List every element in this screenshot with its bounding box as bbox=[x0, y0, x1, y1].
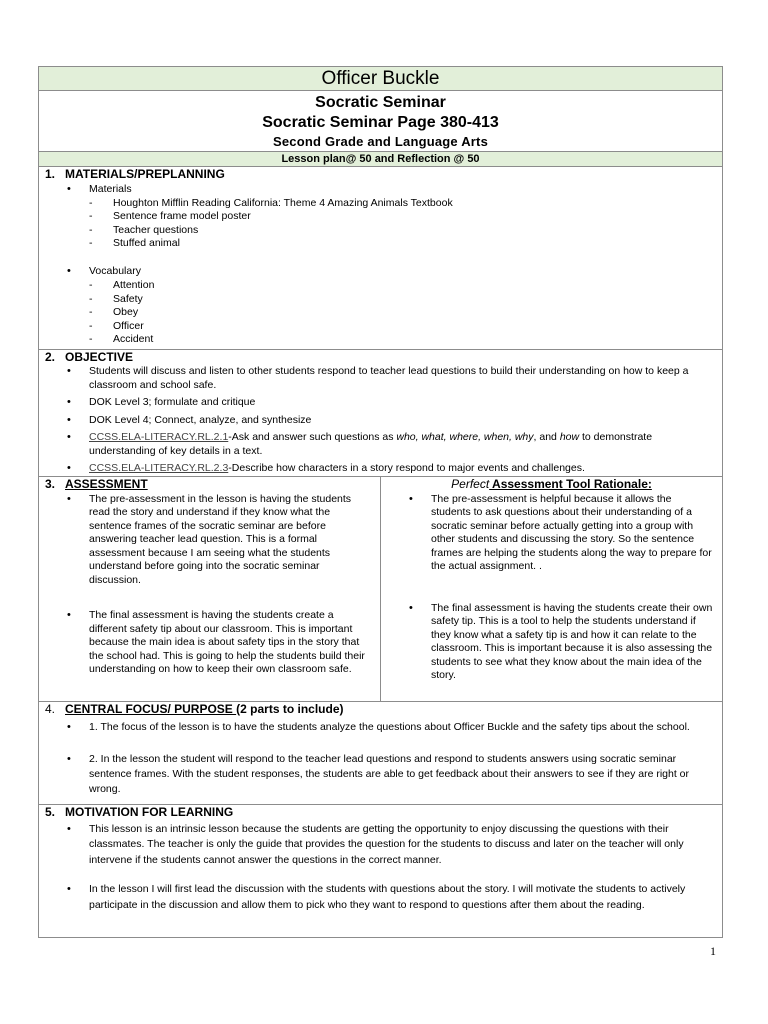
header-line-2: Socratic Seminar Page 380-413 bbox=[262, 114, 499, 131]
objective-item: • Students will discuss and listen to other students respond to teacher lead questions to build their understanding on how to keep a classroom and school safe. bbox=[39, 365, 722, 392]
page-number: 1 bbox=[710, 944, 716, 958]
title-row bbox=[39, 67, 723, 91]
motivation-section bbox=[39, 804, 723, 937]
assessment-right-column bbox=[381, 476, 723, 701]
ccss-link-rl-2-1[interactable]: CCSS.ELA-LITERACY.RL.2.1 bbox=[89, 431, 229, 443]
central-focus-item: • 1. The focus of the lesson is to have the students analyze the questions about Officer Buckle and the safety tips about the school. bbox=[39, 719, 722, 735]
list-item: - Safety bbox=[39, 293, 722, 307]
objective-section bbox=[39, 350, 723, 477]
assessment-item: • The pre-assessment in the lesson is having the students read the story and understand if they know what the sentence frames of the socratic seminar are before answering teacher lead question. This is a formal assessment because I am seeing what the students understand before going into the socratic seminar discussion. bbox=[39, 493, 380, 588]
header-line-1: Socratic Seminar bbox=[315, 94, 446, 111]
central-focus-heading: 4. CENTRAL FOCUS/ PURPOSE (2 parts to include) bbox=[45, 701, 344, 716]
lesson-row bbox=[39, 152, 723, 167]
motivation-item: • In the lesson I will first lead the discussion with the students with questions about the story. I will motivate the students to actively participate in the discussion and allow them to pick who they want to respond to questions after them about the reading. bbox=[39, 882, 722, 913]
materials-label: • Materials bbox=[39, 183, 722, 197]
materials-list bbox=[39, 197, 722, 251]
list-item: - Obey bbox=[39, 306, 722, 320]
central-focus-item: • 2. In the lesson the student will respond to the teacher lead questions and respond to students answers using socratic seminar sentence frames. With the student responses, the students are able to get feedback about their answers to see if they are right or wrong. bbox=[39, 752, 722, 797]
objective-item: • DOK Level 3; formulate and critique bbox=[39, 396, 722, 410]
assessment-heading: 3. ASSESSMENT bbox=[45, 476, 148, 491]
objective-item: • DOK Level 4; Connect, analyze, and synthesize bbox=[39, 414, 722, 428]
lesson-plan-label: Lesson plan@ 50 and Reflection @ 50 bbox=[281, 153, 480, 165]
vocabulary-label: • Vocabulary bbox=[39, 265, 722, 279]
materials-section bbox=[39, 167, 723, 350]
assessment-left-column bbox=[39, 476, 381, 701]
list-item: - Stuffed animal bbox=[39, 237, 722, 251]
list-item: - Attention bbox=[39, 279, 722, 293]
assessment-item: • The final assessment is having the students create a different safety tip about our classroom. This is important because the main idea is about safety tips in the story that the school had. This is going to help the students build their understanding on how to keep their own classroom safe. bbox=[39, 609, 380, 677]
document-title: Officer Buckle bbox=[321, 68, 440, 89]
motivation-item: • This lesson is an intrinsic lesson because the students are getting the opportunity to enjoy discussing the questions with their classmates. The teacher is only the guide that provides the question for the students to discuss and later on the teacher will only intervene if the students cannot answer the questions in the correct manner. bbox=[39, 822, 722, 869]
list-item: - Sentence frame model poster bbox=[39, 210, 722, 224]
list-item: - Officer bbox=[39, 320, 722, 334]
rationale-heading: Perfect Assessment Tool Rationale: bbox=[451, 476, 652, 491]
objective-item-ccss-2: • CCSS.ELA-LITERACY.RL.2.3-Describe how characters in a story respond to major events and challenges. bbox=[39, 462, 722, 476]
list-item: - Teacher questions bbox=[39, 224, 722, 238]
vocabulary-list bbox=[39, 279, 722, 347]
central-focus-section bbox=[39, 701, 723, 804]
list-item: - Accident bbox=[39, 333, 722, 347]
ccss-link-rl-2-3[interactable]: CCSS.ELA-LITERACY.RL.2.3 bbox=[89, 462, 229, 474]
motivation-heading: 5. MOTIVATION FOR LEARNING bbox=[45, 804, 234, 819]
rationale-item: • The pre-assessment is helpful because it allows the students to ask questions about their understanding of a socratic seminar before actually getting into a group with other students and discussing the story. So the sentence frames are helping the students along the way to prepare for the actual assignment. . bbox=[381, 493, 722, 574]
rationale-item: • The final assessment is having the students create their own safety tip. This is a tool to help the students understand if they know what a safety tip is and how it can relate to the classroom. This is important because it is also assessing the students to see what they know about the main idea of the story. bbox=[381, 602, 722, 683]
list-item: - Houghton Mifflin Reading California: Theme 4 Amazing Animals Textbook bbox=[39, 197, 722, 211]
objective-heading: 2. OBJECTIVE bbox=[45, 350, 134, 364]
header-line-3: Second Grade and Language Arts bbox=[273, 134, 489, 149]
header-block bbox=[39, 91, 723, 152]
lesson-plan-table bbox=[38, 66, 723, 938]
lesson-plan-document bbox=[38, 66, 722, 938]
objective-item-ccss-1: • CCSS.ELA-LITERACY.RL.2.1-Ask and answer such questions as who, what, where, when, why, and how to demonstrate understanding of key details in a text. bbox=[39, 431, 722, 458]
materials-heading: 1. MATERIALS/PREPLANNING bbox=[45, 167, 225, 181]
